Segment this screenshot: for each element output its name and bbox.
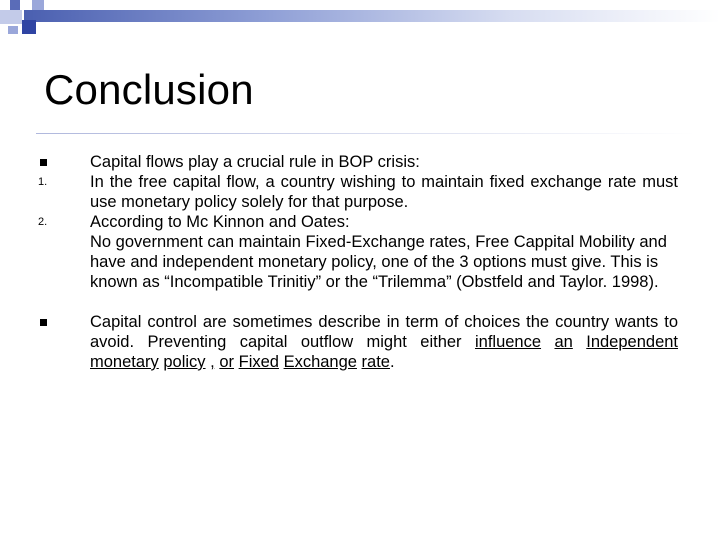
decor-square-icon	[10, 0, 20, 10]
decor-square-icon	[32, 0, 44, 10]
slide-title: Conclusion	[44, 66, 254, 113]
square-bullet-icon	[40, 159, 47, 166]
list-number: 1.	[38, 176, 48, 188]
decor-square-icon	[22, 20, 36, 34]
decor-square-icon	[8, 26, 18, 34]
bullet-item-2	[38, 312, 678, 372]
bullet-text-end: .	[389, 353, 395, 371]
underlined-word: monetary	[90, 353, 159, 371]
numbered-item-1	[38, 172, 678, 212]
title-divider	[36, 133, 696, 134]
underlined-word: or	[219, 353, 235, 371]
underlined-word: influence	[474, 333, 542, 351]
underlined-word: Independent	[586, 333, 679, 351]
numbered-item-2	[38, 212, 678, 292]
bullet-item-1	[38, 152, 678, 172]
item-text: In the free capital flow, a country wishing to maintain fixed exchange rate must use monetary policy solely for that purpose.	[90, 173, 678, 211]
underlined-word: rate	[361, 353, 390, 371]
gradient-bar	[24, 10, 720, 22]
list-number: 2.	[38, 216, 48, 228]
item-text: According to Mc Kinnon and Oates:	[90, 213, 350, 231]
square-bullet-icon	[40, 319, 47, 326]
underlined-word: policy	[163, 353, 206, 371]
slide-body	[38, 152, 678, 372]
decor-square-icon	[0, 10, 22, 24]
underlined-word: ,	[210, 353, 215, 371]
underlined-word: Fixed	[238, 353, 279, 371]
underlined-word: Exchange	[283, 353, 357, 371]
bullet-text: Capital control are sometimes describe in term of choices the country wants to avoid. Preventing capital outflow might either	[90, 313, 678, 351]
item-continuation: No government can maintain Fixed-Exchange rates, Free Cappital Mobility and have and independent monetary policy, one of the 3 options must give. This is known as “Incompatible Trinitiy” or the “Trilemma” (Obstfeld and Taylor. 1998).	[90, 233, 667, 291]
bullet-text: Capital flows play a crucial rule in BOP crisis:	[90, 153, 420, 171]
underlined-word: an	[554, 333, 573, 351]
decorative-header	[0, 0, 720, 32]
